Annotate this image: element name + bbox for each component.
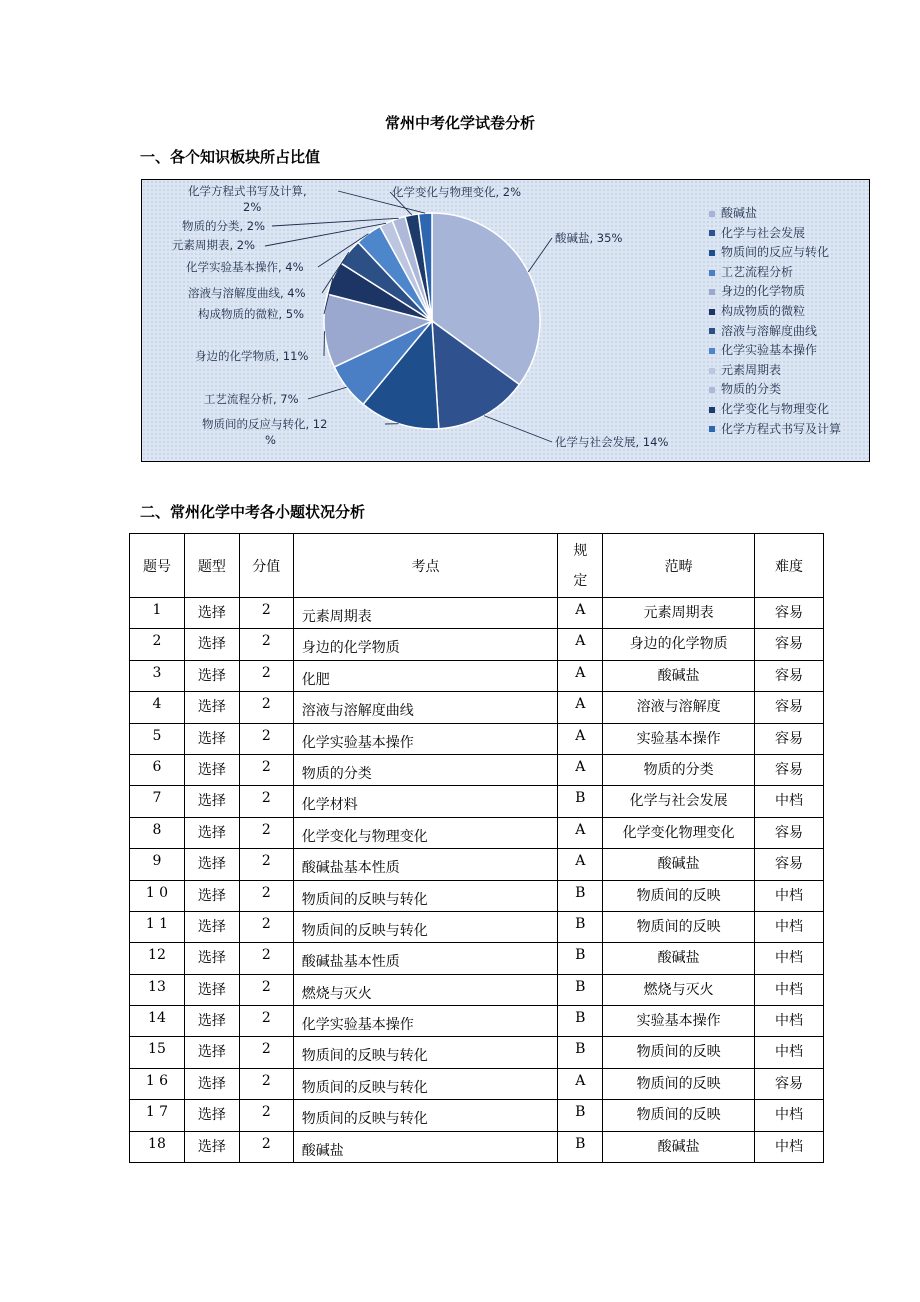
row-difficulty: 中档 — [755, 943, 824, 974]
table-row — [130, 1006, 824, 1037]
row-score: 2 — [239, 1100, 293, 1131]
row-requirement: A — [558, 629, 603, 660]
row-type: 选择 — [184, 692, 239, 723]
row-score: 2 — [239, 1131, 293, 1162]
row-no: 1 0 — [130, 880, 185, 911]
legend-swatch — [709, 230, 715, 236]
legend-label: 化学实验基本操作 — [721, 343, 818, 358]
row-type: 选择 — [184, 1068, 239, 1099]
row-category: 元素周期表 — [603, 598, 755, 629]
row-point: 物质的分类 — [293, 754, 558, 785]
row-no: 2 — [130, 629, 185, 660]
row-score: 2 — [239, 974, 293, 1005]
table-row — [130, 1100, 824, 1131]
row-category: 化学与社会发展 — [603, 786, 755, 817]
legend-item — [709, 400, 841, 420]
row-difficulty: 容易 — [755, 692, 824, 723]
legend-item — [709, 361, 841, 381]
header-point: 考点 — [293, 534, 558, 598]
row-requirement: B — [558, 1006, 603, 1037]
row-score: 2 — [239, 754, 293, 785]
row-point: 酸碱盐基本性质 — [293, 943, 558, 974]
row-requirement: A — [558, 849, 603, 880]
row-category: 实验基本操作 — [603, 1006, 755, 1037]
row-point: 物质间的反映与转化 — [293, 1100, 558, 1131]
exam-analysis-table — [129, 533, 824, 1163]
row-difficulty: 容易 — [755, 598, 824, 629]
row-requirement: A — [558, 754, 603, 785]
table-row — [130, 786, 824, 817]
header-req-line1: 规 — [573, 542, 588, 559]
legend-item — [709, 341, 841, 361]
row-category: 溶液与溶解度 — [603, 692, 755, 723]
row-point: 化肥 — [293, 660, 558, 691]
legend-swatch — [709, 328, 715, 334]
row-difficulty: 中档 — [755, 880, 824, 911]
row-difficulty: 中档 — [755, 1100, 824, 1131]
row-difficulty: 容易 — [755, 660, 824, 691]
row-score: 2 — [239, 943, 293, 974]
row-requirement: B — [558, 1100, 603, 1131]
row-type: 选择 — [184, 1006, 239, 1037]
row-point: 物质间的反映与转化 — [293, 1068, 558, 1099]
header-type: 题型 — [184, 534, 239, 598]
row-no: 4 — [130, 692, 185, 723]
row-point: 化学实验基本操作 — [293, 723, 558, 754]
row-requirement: A — [558, 692, 603, 723]
row-no: 1 6 — [130, 1068, 185, 1099]
row-category: 实验基本操作 — [603, 723, 755, 754]
row-category: 物质间的反映 — [603, 1100, 755, 1131]
legend-item — [709, 224, 841, 244]
row-difficulty: 中档 — [755, 1006, 824, 1037]
row-type: 选择 — [184, 880, 239, 911]
slice-label: 化学实验基本操作, 4% — [186, 260, 304, 274]
row-no: 8 — [130, 817, 185, 848]
table-row — [130, 1131, 824, 1162]
slice-label: 构成物质的微粒, 5% — [198, 307, 305, 321]
row-requirement: A — [558, 1068, 603, 1099]
row-score: 2 — [239, 692, 293, 723]
row-difficulty: 中档 — [755, 974, 824, 1005]
table-row — [130, 1037, 824, 1068]
row-difficulty: 容易 — [755, 817, 824, 848]
row-category: 物质间的反映 — [603, 880, 755, 911]
legend-swatch — [709, 270, 715, 276]
row-no: 6 — [130, 754, 185, 785]
row-requirement: B — [558, 786, 603, 817]
row-requirement: A — [558, 723, 603, 754]
chart-legend — [709, 204, 841, 439]
slice-label: 身边的化学物质, 11% — [195, 349, 309, 363]
row-category: 物质间的反映 — [603, 1068, 755, 1099]
row-no: 14 — [130, 1006, 185, 1037]
row-category: 酸碱盐 — [603, 660, 755, 691]
table-header-row — [130, 534, 824, 598]
legend-swatch — [709, 289, 715, 295]
row-difficulty: 中档 — [755, 1037, 824, 1068]
legend-label: 化学方程式书写及计算 — [721, 421, 842, 436]
row-score: 2 — [239, 849, 293, 880]
row-category: 化学变化物理变化 — [603, 817, 755, 848]
row-type: 选择 — [184, 943, 239, 974]
row-requirement: B — [558, 974, 603, 1005]
row-requirement: A — [558, 817, 603, 848]
row-no: 3 — [130, 660, 185, 691]
legend-item — [709, 263, 841, 283]
row-category: 酸碱盐 — [603, 849, 755, 880]
row-difficulty: 容易 — [755, 1068, 824, 1099]
row-type: 选择 — [184, 1100, 239, 1131]
legend-swatch — [709, 426, 715, 432]
row-score: 2 — [239, 660, 293, 691]
legend-item — [709, 282, 841, 302]
legend-swatch — [709, 368, 715, 374]
row-type: 选择 — [184, 817, 239, 848]
row-type: 选择 — [184, 786, 239, 817]
slice-label: 元素周期表, 2% — [172, 238, 256, 252]
row-no: 7 — [130, 786, 185, 817]
row-requirement: B — [558, 880, 603, 911]
legend-label: 酸碱盐 — [721, 206, 758, 220]
legend-label: 工艺流程分析 — [721, 264, 794, 279]
row-score: 2 — [239, 880, 293, 911]
row-score: 2 — [239, 629, 293, 660]
slice-label: 化学变化与物理变化, 2% — [392, 185, 522, 199]
legend-label: 化学变化与物理变化 — [721, 401, 830, 416]
slice-label: 化学与社会发展, 14% — [555, 435, 669, 449]
row-category: 物质间的反映 — [603, 911, 755, 942]
row-point: 元素周期表 — [293, 598, 558, 629]
slice-label: 物质间的反应与转化, 12 % — [202, 417, 328, 447]
row-point: 化学实验基本操作 — [293, 1006, 558, 1037]
row-score: 2 — [239, 1006, 293, 1037]
legend-label: 身边的化学物质 — [721, 284, 806, 299]
table-row — [130, 754, 824, 785]
legend-swatch — [709, 211, 715, 217]
table-row — [130, 880, 824, 911]
legend-item — [709, 420, 841, 440]
legend-swatch — [709, 250, 715, 256]
section-heading-2: 二、常州化学中考各小题状况分析 — [140, 503, 366, 521]
legend-label: 元素周期表 — [721, 362, 782, 377]
row-type: 选择 — [184, 723, 239, 754]
section-heading-1: 一、各个知识板块所占比值 — [140, 148, 321, 166]
row-difficulty: 容易 — [755, 629, 824, 660]
row-no: 13 — [130, 974, 185, 1005]
slice-label: 溶液与溶解度曲线, 4% — [188, 286, 306, 300]
legend-label: 物质间的反应与转化 — [721, 245, 830, 260]
legend-swatch — [709, 348, 715, 354]
row-point: 物质间的反映与转化 — [293, 880, 558, 911]
page-title: 常州中考化学试卷分析 — [384, 114, 535, 132]
slice-label: 酸碱盐, 35% — [555, 231, 623, 245]
row-no: 1 — [130, 598, 185, 629]
row-requirement: B — [558, 1037, 603, 1068]
row-point: 化学材料 — [293, 786, 558, 817]
legend-item — [709, 243, 841, 263]
legend-item — [709, 322, 841, 342]
row-no: 1 7 — [130, 1100, 185, 1131]
row-type: 选择 — [184, 629, 239, 660]
legend-swatch — [709, 407, 715, 413]
pie-chart-panel — [141, 179, 870, 462]
table-row — [130, 629, 824, 660]
row-type: 选择 — [184, 754, 239, 785]
row-no: 1 1 — [130, 911, 185, 942]
table-row — [130, 692, 824, 723]
header-req-line2: 定 — [573, 572, 588, 589]
row-type: 选择 — [184, 911, 239, 942]
row-score: 2 — [239, 911, 293, 942]
legend-item — [709, 380, 841, 400]
row-point: 酸碱盐 — [293, 1131, 558, 1162]
table-row — [130, 849, 824, 880]
header-requirement — [558, 534, 603, 598]
row-category: 物质间的反映 — [603, 1037, 755, 1068]
table-row — [130, 911, 824, 942]
row-no: 12 — [130, 943, 185, 974]
row-point: 物质间的反映与转化 — [293, 1037, 558, 1068]
table-row — [130, 817, 824, 848]
row-type: 选择 — [184, 660, 239, 691]
legend-swatch — [709, 309, 715, 315]
row-score: 2 — [239, 786, 293, 817]
row-point: 化学变化与物理变化 — [293, 817, 558, 848]
row-no: 18 — [130, 1131, 185, 1162]
table-row — [130, 974, 824, 1005]
legend-swatch — [709, 387, 715, 393]
row-no: 5 — [130, 723, 185, 754]
row-point: 溶液与溶解度曲线 — [293, 692, 558, 723]
slice-label: 化学方程式书写及计算, 2% — [188, 184, 307, 214]
header-category: 范畴 — [603, 534, 755, 598]
header-difficulty: 难度 — [755, 534, 824, 598]
slice-label: 工艺流程分析, 7% — [204, 392, 299, 406]
row-point: 燃烧与灭火 — [293, 974, 558, 1005]
row-requirement: A — [558, 660, 603, 691]
leader-line — [308, 387, 347, 399]
legend-label: 化学与社会发展 — [721, 225, 806, 240]
row-requirement: B — [558, 943, 603, 974]
row-score: 2 — [239, 1068, 293, 1099]
row-point: 物质间的反映与转化 — [293, 911, 558, 942]
row-category: 燃烧与灭火 — [603, 974, 755, 1005]
legend-label: 溶液与溶解度曲线 — [721, 323, 818, 338]
row-point: 酸碱盐基本性质 — [293, 849, 558, 880]
row-category: 身边的化学物质 — [603, 629, 755, 660]
row-type: 选择 — [184, 598, 239, 629]
legend-item — [709, 204, 841, 224]
row-category: 物质的分类 — [603, 754, 755, 785]
row-difficulty: 中档 — [755, 786, 824, 817]
row-category: 酸碱盐 — [603, 943, 755, 974]
table-row — [130, 598, 824, 629]
row-type: 选择 — [184, 974, 239, 1005]
row-type: 选择 — [184, 849, 239, 880]
leader-line — [484, 416, 552, 442]
row-difficulty: 中档 — [755, 911, 824, 942]
row-score: 2 — [239, 723, 293, 754]
row-score: 2 — [239, 598, 293, 629]
legend-label: 物质的分类 — [721, 382, 782, 397]
table-row — [130, 660, 824, 691]
row-score: 2 — [239, 1037, 293, 1068]
legend-label: 构成物质的微粒 — [721, 303, 806, 318]
table-row — [130, 943, 824, 974]
table-row — [130, 1068, 824, 1099]
leader-line — [528, 238, 552, 272]
row-difficulty: 容易 — [755, 849, 824, 880]
row-no: 15 — [130, 1037, 185, 1068]
header-no: 题号 — [130, 534, 185, 598]
row-no: 9 — [130, 849, 185, 880]
row-difficulty: 中档 — [755, 1131, 824, 1162]
table-row — [130, 723, 824, 754]
row-category: 酸碱盐 — [603, 1131, 755, 1162]
header-score: 分值 — [239, 534, 293, 598]
row-difficulty: 容易 — [755, 754, 824, 785]
row-score: 2 — [239, 817, 293, 848]
row-requirement: A — [558, 598, 603, 629]
legend-item — [709, 302, 841, 322]
row-difficulty: 容易 — [755, 723, 824, 754]
row-requirement: B — [558, 911, 603, 942]
row-type: 选择 — [184, 1131, 239, 1162]
row-requirement: B — [558, 1131, 603, 1162]
row-type: 选择 — [184, 1037, 239, 1068]
row-point: 身边的化学物质 — [293, 629, 558, 660]
slice-label: 物质的分类, 2% — [182, 219, 266, 233]
